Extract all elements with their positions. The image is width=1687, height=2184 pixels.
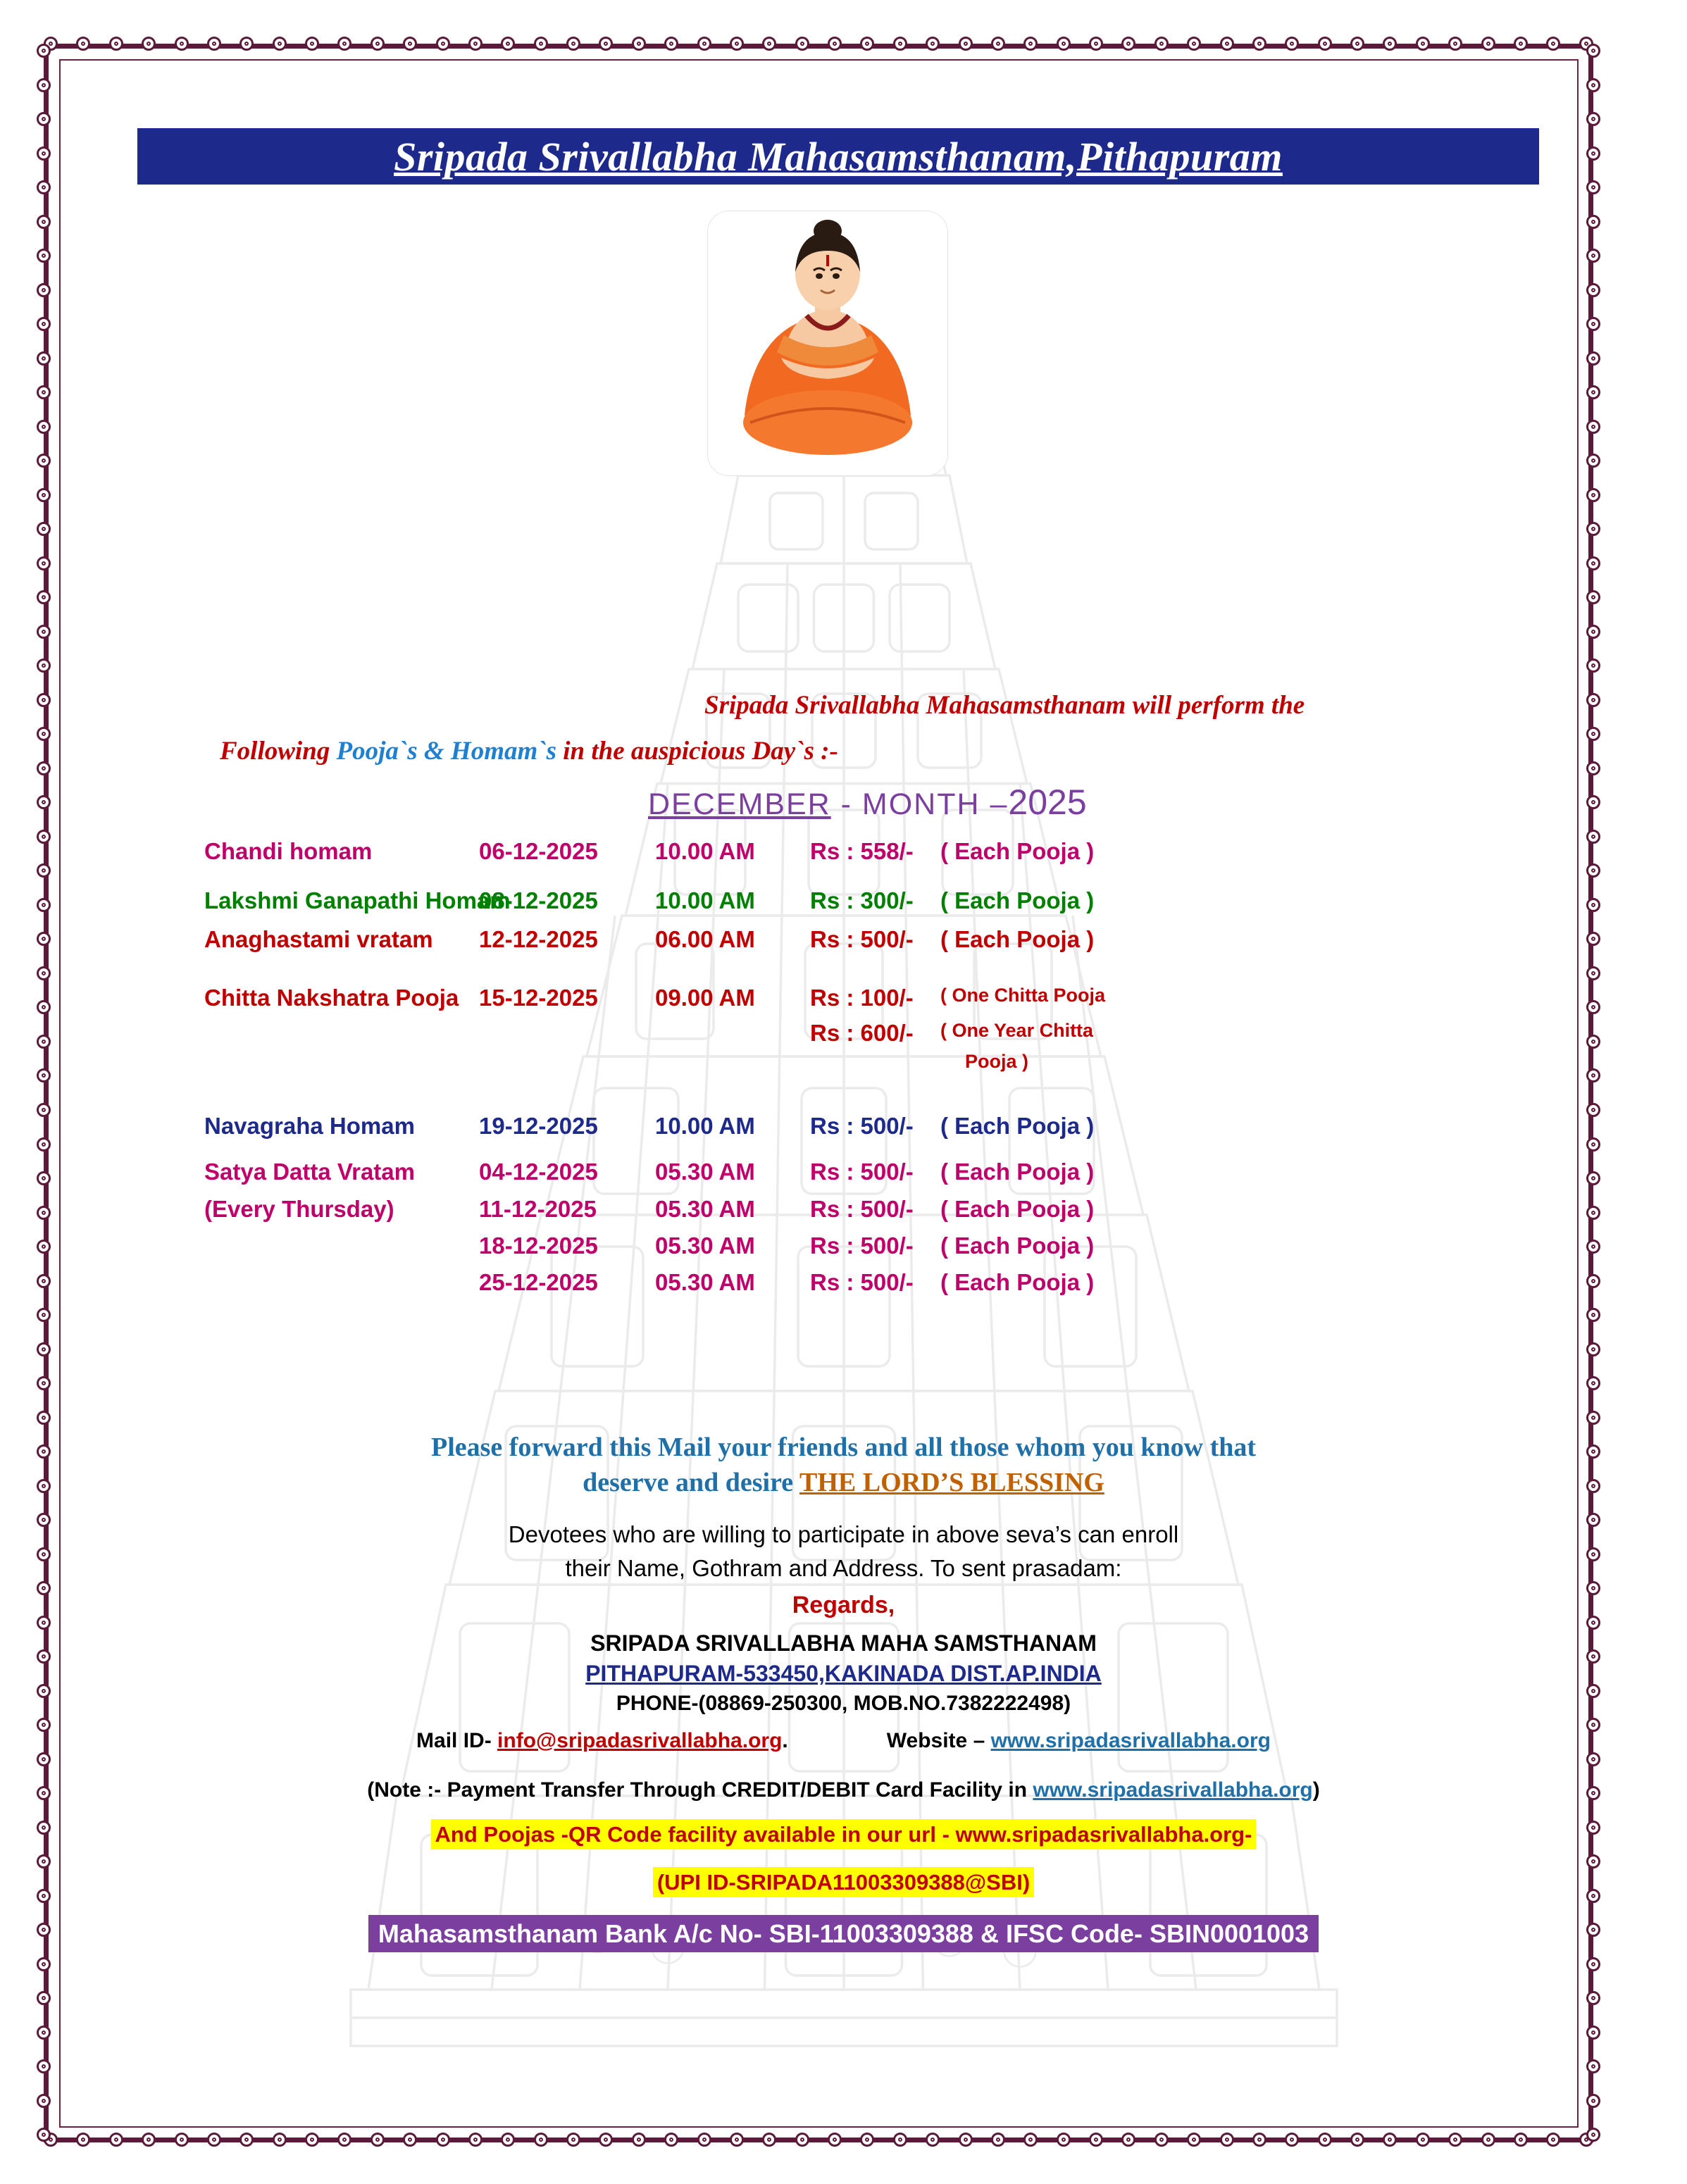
pooja-date: 18-12-2025 [479, 1233, 598, 1259]
pooja-date: 11-12-2025 [479, 1196, 597, 1222]
organization-address: PITHAPURAM-533450,KAKINADA DIST.AP.INDIA [585, 1661, 1102, 1686]
website-link[interactable]: www.sripadasrivallabha.org [990, 1729, 1271, 1752]
table-row [155, 1051, 1557, 1086]
table-row [155, 1269, 1557, 1304]
upi-id-text: (UPI ID-SRIPADA11003309388@SBI) [653, 1867, 1034, 1897]
table-row [155, 887, 1557, 923]
pooja-note: ( Each Pooja ) [940, 1269, 1095, 1295]
table-row [155, 838, 1557, 873]
pooja-time: 09.00 AM [655, 985, 755, 1011]
bank-account-text: Mahasamsthanam Bank A/c No- SBI-11003309388 & IFSC Code- SBIN0001003 [368, 1915, 1319, 1952]
forward-message-line-2-a: deserve and desire [583, 1468, 799, 1497]
pooja-time: 10.00 AM [655, 838, 755, 864]
bank-account-note [70, 1919, 1617, 1949]
pooja-name: Anaghastami vratam [204, 926, 433, 952]
pooja-note: ( Each Pooja ) [940, 926, 1095, 952]
intro-line-2-a: Following [220, 737, 337, 766]
pooja-note: Pooja ) [965, 1051, 1029, 1072]
forward-message [70, 1430, 1617, 1500]
pooja-name: Chitta Nakshatra Pooja [204, 985, 459, 1011]
pooja-date: 08-12-2025 [479, 887, 598, 913]
pooja-date: 25-12-2025 [479, 1269, 598, 1295]
devotees-note [70, 1518, 1617, 1585]
pooja-fee: Rs : 500/- [810, 1269, 914, 1295]
pooja-note: ( Each Pooja ) [940, 887, 1095, 913]
pooja-note: ( One Year Chitta [940, 1020, 1094, 1041]
intro-line-1: Sripada Srivallabha Mahasamsthanam will perform the [704, 691, 1305, 720]
table-row [155, 1113, 1557, 1148]
regards-text: Regards, [792, 1592, 895, 1618]
qr-code-note [70, 1822, 1617, 1847]
devotees-note-line-1: Devotees who are willing to participate in above seva’s can enroll [508, 1521, 1179, 1547]
pooja-fee: Rs : 500/- [810, 1233, 914, 1259]
month-separator: - MONTH – [830, 787, 1009, 821]
pooja-note: ( Each Pooja ) [940, 838, 1095, 864]
poster-content [70, 70, 1617, 2113]
pooja-note: ( Each Pooja ) [940, 1196, 1095, 1222]
payment-note-suffix: ) [1312, 1778, 1320, 1802]
website-label: Website – [886, 1729, 991, 1752]
table-row [155, 1159, 1557, 1194]
mail-link[interactable]: info@sripadasrivallabha.org [497, 1729, 783, 1752]
pooja-time: 05.30 AM [655, 1233, 755, 1259]
payment-note-link[interactable]: www.sripadasrivallabha.org [1033, 1778, 1313, 1802]
pooja-name: Navagraha Homam [204, 1113, 415, 1139]
pooja-name: Lakshmi Ganapathi Homam [204, 887, 511, 913]
pooja-name: (Every Thursday) [204, 1196, 394, 1222]
pooja-note: ( Each Pooja ) [940, 1113, 1095, 1139]
qr-code-note-text: And Poojas -QR Code facility available in our url - www.sripadasrivallabha.org- [431, 1819, 1257, 1849]
upi-id-note [70, 1870, 1617, 1895]
table-row [155, 926, 1557, 961]
intro-line-2-c: in the auspicious Day`s :- [556, 737, 838, 766]
pooja-fee: Rs : 500/- [810, 1196, 914, 1222]
pooja-name: Chandi homam [204, 838, 373, 864]
mail-suffix: . [782, 1729, 788, 1752]
deity-portrait-illustration [708, 211, 947, 475]
lords-blessing-text: THE LORD’S BLESSING [799, 1468, 1104, 1497]
payment-note [70, 1778, 1617, 1802]
intro-line-2-b: Pooja`s & Homam`s [336, 737, 556, 766]
pooja-time: 10.00 AM [655, 887, 755, 913]
intro-line-2 [220, 736, 838, 766]
pooja-fee: Rs : 100/- [810, 985, 914, 1011]
pooja-note: ( Each Pooja ) [940, 1159, 1095, 1185]
payment-note-prefix: (Note :- Payment Transfer Through CREDIT/DEBIT Card Facility in [367, 1778, 1033, 1802]
pooja-date: 19-12-2025 [479, 1113, 598, 1139]
table-row [155, 1196, 1557, 1231]
forward-message-line-2 [70, 1465, 1617, 1500]
pooja-time: 05.30 AM [655, 1159, 755, 1185]
pooja-time: 10.00 AM [655, 1113, 755, 1139]
table-row [155, 1233, 1557, 1268]
mail-label: Mail ID- [416, 1729, 498, 1752]
pooja-fee: Rs : 558/- [810, 838, 914, 864]
pooja-time: 05.30 AM [655, 1196, 755, 1222]
organization-phone: PHONE-(08869-250300, MOB.NO.7382222498) [616, 1692, 1071, 1715]
pooja-fee: Rs : 600/- [810, 1020, 914, 1046]
month-heading [648, 782, 1087, 823]
pooja-fee: Rs : 500/- [810, 1159, 914, 1185]
devotees-note-line-2: their Name, Gothram and Address. To sent prasadam: [565, 1555, 1122, 1581]
pooja-note: ( Each Pooja ) [940, 1233, 1095, 1259]
pooja-fee: Rs : 300/- [810, 887, 914, 913]
pooja-date: 06-12-2025 [479, 838, 598, 864]
pooja-date: 15-12-2025 [479, 985, 598, 1011]
pooja-name: Satya Datta Vratam [204, 1159, 415, 1185]
pooja-date: 12-12-2025 [479, 926, 598, 952]
organization-name: SRIPADA SRIVALLABHA MAHA SAMSTHANAM [590, 1630, 1097, 1656]
pooja-time: 06.00 AM [655, 926, 755, 952]
page-title [137, 128, 1539, 185]
table-row [155, 985, 1557, 1020]
pooja-date: 04-12-2025 [479, 1159, 598, 1185]
pooja-note: ( One Chitta Pooja [940, 985, 1106, 1006]
pooja-fee: Rs : 500/- [810, 1113, 914, 1139]
page-title-text: Sripada Srivallabha Mahasamsthanam,Pithapuram [394, 133, 1283, 180]
month-name: DECEMBER [648, 787, 831, 821]
deity-portrait-image [708, 211, 947, 475]
pooja-fee: Rs : 500/- [810, 926, 914, 952]
forward-message-line-1: Please forward this Mail your friends and all those whom you know that [430, 1433, 1257, 1462]
table-row [155, 1020, 1557, 1055]
year-value: 2025 [1008, 782, 1087, 822]
pooja-time: 05.30 AM [655, 1269, 755, 1295]
contact-mail-website-row [70, 1729, 1617, 1753]
